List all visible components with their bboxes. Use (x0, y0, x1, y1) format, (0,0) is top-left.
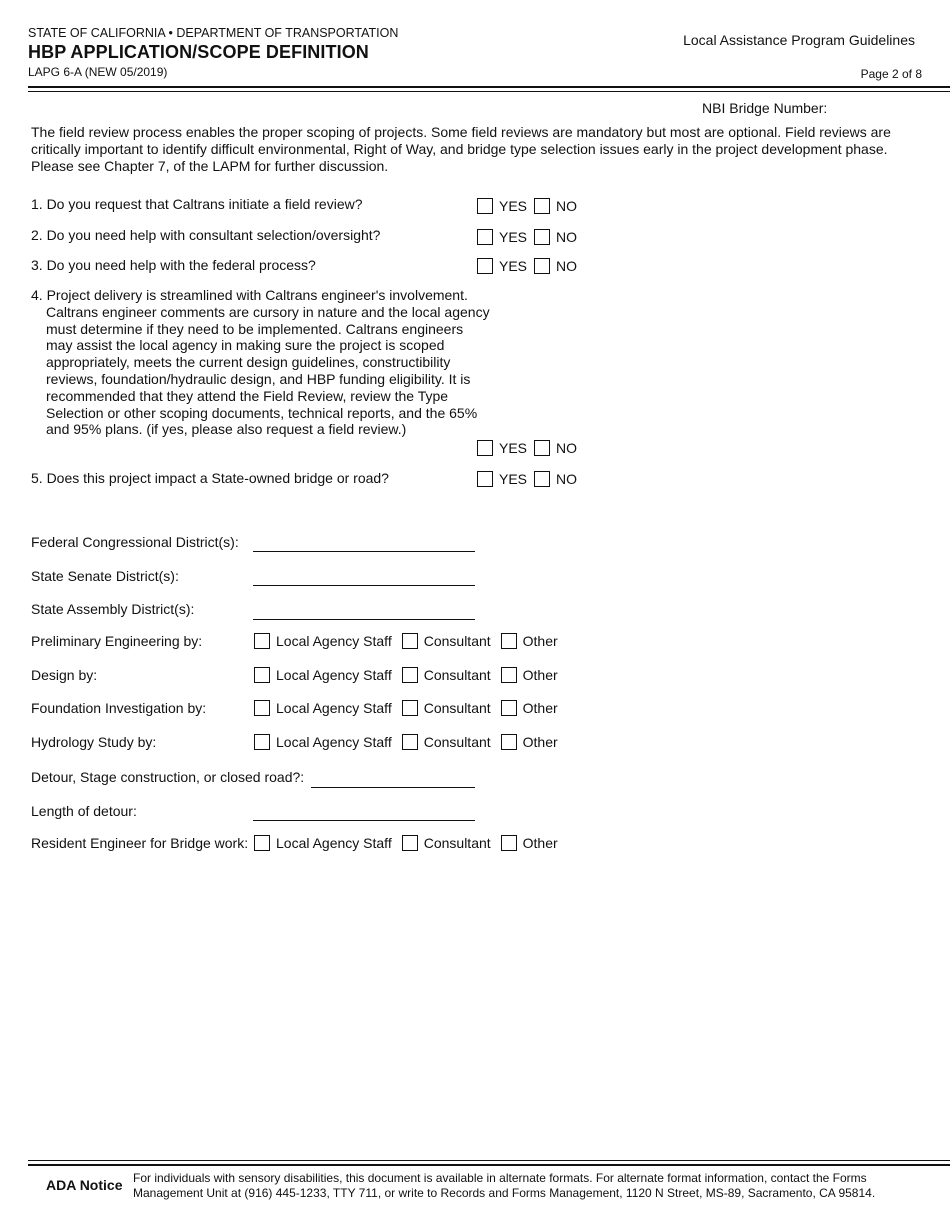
pe-other-label: Other (522, 633, 558, 649)
foundation-consultant-checkbox[interactable] (402, 700, 418, 716)
q2-no-checkbox[interactable] (534, 229, 550, 245)
q4-no-checkbox[interactable] (534, 440, 550, 456)
design-local-agency-label: Local Agency Staff (276, 667, 392, 683)
page-number: Page 2 of 8 (860, 67, 922, 81)
design-options (254, 667, 558, 683)
re-other-label: Other (522, 835, 558, 851)
hydrology-consultant-checkbox[interactable] (402, 734, 418, 750)
q5-no-checkbox[interactable] (534, 471, 550, 487)
federal-district-input[interactable] (253, 551, 475, 552)
design-other-checkbox[interactable] (501, 667, 517, 683)
q4-no-label: NO (556, 440, 578, 456)
q2-yes-label: YES (499, 229, 528, 245)
federal-district-label: Federal Congressional District(s): (31, 534, 239, 550)
foundation-other-checkbox[interactable] (501, 700, 517, 716)
re-other-checkbox[interactable] (501, 835, 517, 851)
foundation-investigation-label: Foundation Investigation by: (31, 700, 207, 716)
footer-divider-thick (28, 1164, 950, 1166)
ada-notice-text: For individuals with sensory disabilities, this document is available in alternate formats. For alternate format information, contact the Forms Management Unit at (916) 445-1233, TTY 711, or write to Records and Forms Management, 1120 N Street, MS-89, Sacramento, CA 95814. (133, 1171, 876, 1200)
q4-yes-label: YES (499, 440, 528, 456)
q5-yes-checkbox[interactable] (477, 471, 493, 487)
guidelines-title: Local Assistance Program Guidelines (683, 32, 915, 48)
form-title: HBP APPLICATION/SCOPE DEFINITION (28, 42, 369, 62)
question-5: 5. Does this project impact a State-owned bridge or road? (31, 470, 389, 486)
q1-yes-label: YES (499, 198, 528, 214)
q2-no-label: NO (556, 229, 578, 245)
resident-engineer-options (254, 835, 558, 851)
pe-consultant-label: Consultant (423, 633, 491, 649)
preliminary-engineering-label: Preliminary Engineering by: (31, 633, 203, 649)
question-2: 2. Do you need help with consultant selection/oversight? (31, 227, 381, 243)
q1-yes-checkbox[interactable] (477, 198, 493, 214)
design-consultant-label: Consultant (423, 667, 491, 683)
intro-paragraph: The field review process enables the proper scoping of projects. Some field reviews are mandatory but most are optional. Field reviews are critically important to identify difficult environmental, Right of Way, and bridge type selection issues early in the project development phase. Please see Chapter 7, of the LAPM for further discussion. (31, 124, 891, 174)
question-3-answer (477, 258, 577, 274)
detour-label: Detour, Stage construction, or closed road?: (31, 769, 305, 785)
q3-yes-label: YES (499, 258, 528, 274)
detour-length-label: Length of detour: (31, 803, 137, 819)
q5-yes-label: YES (499, 471, 528, 487)
header-divider-thin (28, 91, 950, 92)
question-1-answer (477, 198, 577, 214)
detour-length-input[interactable] (253, 820, 475, 821)
foundation-local-agency-checkbox[interactable] (254, 700, 270, 716)
senate-district-label: State Senate District(s): (31, 568, 179, 584)
q3-yes-checkbox[interactable] (477, 258, 493, 274)
question-5-answer (477, 471, 577, 487)
nbi-bridge-number-label: NBI Bridge Number: (702, 100, 828, 116)
hydrology-study-options (254, 734, 558, 750)
hydrology-other-label: Other (522, 734, 558, 750)
pe-other-checkbox[interactable] (501, 633, 517, 649)
design-other-label: Other (522, 667, 558, 683)
q3-no-label: NO (556, 258, 578, 274)
hydrology-study-label: Hydrology Study by: (31, 734, 157, 750)
re-consultant-label: Consultant (423, 835, 491, 851)
form-number: LAPG 6-A (NEW 05/2019) (28, 65, 168, 79)
senate-district-input[interactable] (253, 585, 475, 586)
re-local-agency-checkbox[interactable] (254, 835, 270, 851)
hydrology-other-checkbox[interactable] (501, 734, 517, 750)
design-consultant-checkbox[interactable] (402, 667, 418, 683)
question-2-answer (477, 229, 577, 245)
q3-no-checkbox[interactable] (534, 258, 550, 274)
resident-engineer-label: Resident Engineer for Bridge work: (31, 835, 249, 851)
hydrology-local-agency-checkbox[interactable] (254, 734, 270, 750)
agency-header: STATE OF CALIFORNIA • DEPARTMENT OF TRANSPORTATION (28, 26, 399, 40)
question-3: 3. Do you need help with the federal process? (31, 257, 316, 273)
footer-divider-thin (28, 1160, 950, 1161)
q1-no-label: NO (556, 198, 578, 214)
assembly-district-label: State Assembly District(s): (31, 601, 195, 617)
question-4-answer (477, 440, 577, 456)
question-4: 4. Project delivery is streamlined with Caltrans engineer's involvement. Caltrans engineer comments are cursory in nature and the local agency must determine if they need to be implemented. Caltrans engineers may assist the local agency in making sure the project is scoped appropriately, meets the current design guidelines, constructibility reviews, foundation/hydraulic design, and HBP funding eligibility. It is recommended that they attend the Field Review, review the Type Selection or other scoping documents, technical reports, and the 65% and 95% plans. (if yes, please also request a field review.) (31, 287, 490, 438)
assembly-district-input[interactable] (253, 619, 475, 620)
ada-notice-label: ADA Notice (46, 1177, 123, 1193)
pe-local-agency-checkbox[interactable] (254, 633, 270, 649)
q1-no-checkbox[interactable] (534, 198, 550, 214)
foundation-other-label: Other (522, 700, 558, 716)
question-1: 1. Do you request that Caltrans initiate a field review? (31, 196, 363, 212)
pe-consultant-checkbox[interactable] (402, 633, 418, 649)
re-local-agency-label: Local Agency Staff (276, 835, 392, 851)
header-divider-thick (28, 86, 950, 88)
foundation-investigation-options (254, 700, 558, 716)
pe-local-agency-label: Local Agency Staff (276, 633, 392, 649)
preliminary-engineering-options (254, 633, 558, 649)
foundation-local-agency-label: Local Agency Staff (276, 700, 392, 716)
design-local-agency-checkbox[interactable] (254, 667, 270, 683)
foundation-consultant-label: Consultant (423, 700, 491, 716)
q5-no-label: NO (556, 471, 578, 487)
hydrology-local-agency-label: Local Agency Staff (276, 734, 392, 750)
re-consultant-checkbox[interactable] (402, 835, 418, 851)
detour-input[interactable] (311, 787, 475, 788)
design-label: Design by: (31, 667, 98, 683)
hydrology-consultant-label: Consultant (423, 734, 491, 750)
q4-yes-checkbox[interactable] (477, 440, 493, 456)
q2-yes-checkbox[interactable] (477, 229, 493, 245)
